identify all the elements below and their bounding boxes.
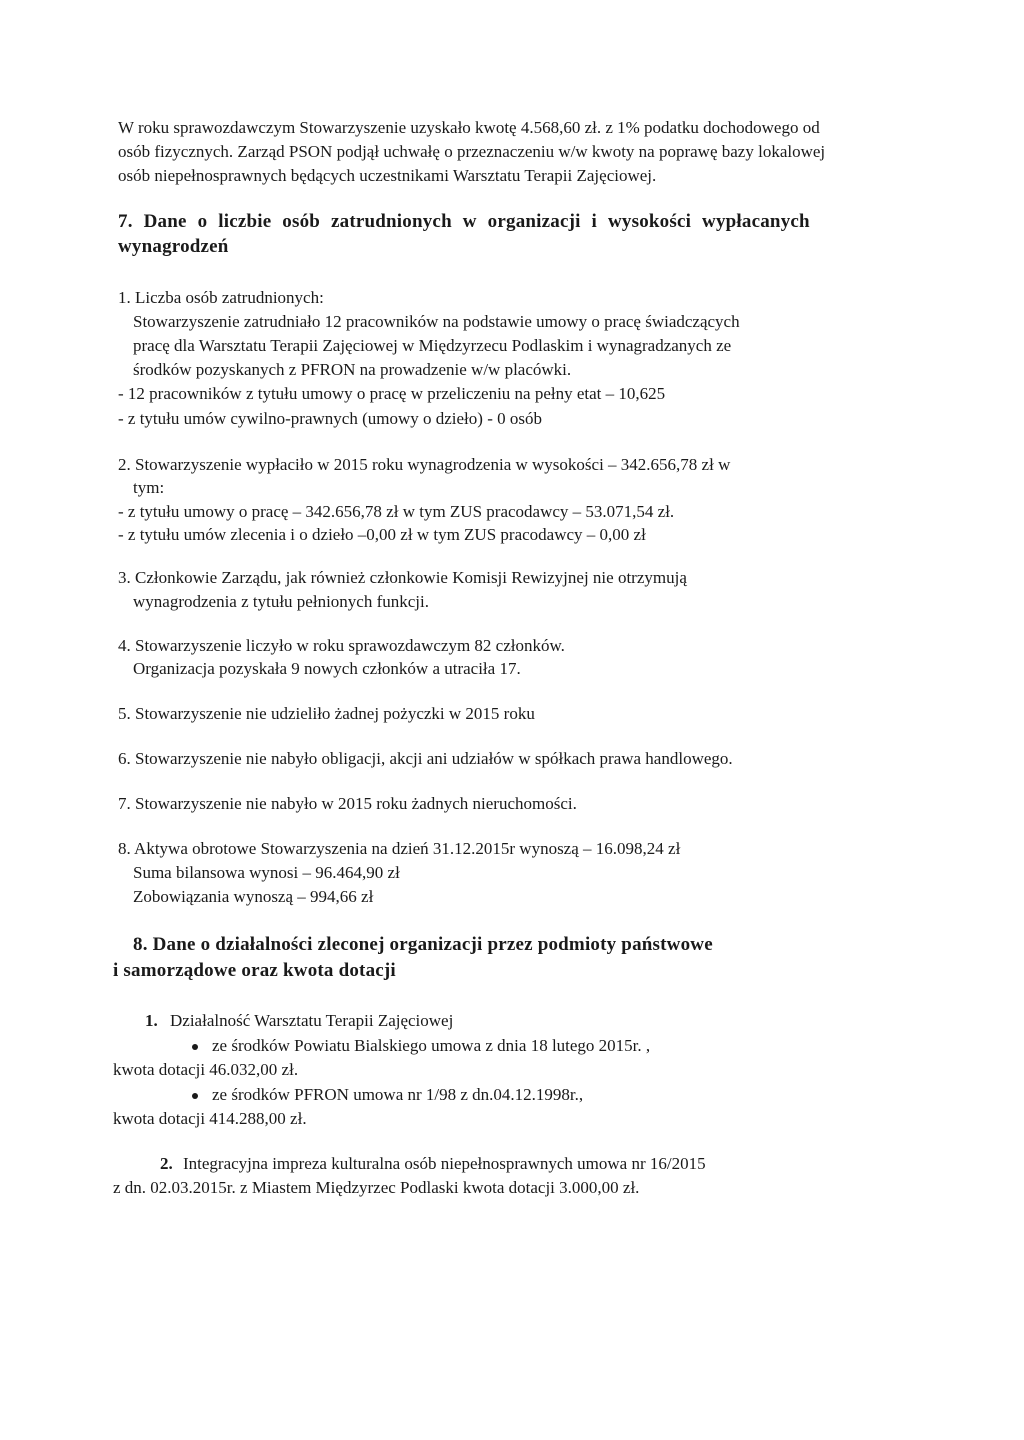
s7-item8-line-2: Suma bilansowa wynosi – 96.464,90 zł — [133, 863, 400, 882]
s7-item1-line-1: Stowarzyszenie zatrudniało 12 pracowników na podstawie umowy o pracę świadczących — [133, 312, 740, 331]
s7-item1-head: 1. Liczba osób zatrudnionych: — [118, 288, 324, 307]
intro-line-3: osób niepełnosprawnych będących uczestnikami Warsztatu Terapii Zajęciowej. — [118, 166, 657, 185]
s8-item1-bullet-2: ze środków PFRON umowa nr 1/98 z dn.04.12.1998r., — [212, 1085, 584, 1104]
bullet-1-icon — [192, 1044, 198, 1050]
s8-item2-line-1-wrap — [160, 1155, 706, 1172]
bullet-2-icon — [192, 1093, 198, 1099]
section-7-title-line-2: wynagrodzeń — [118, 236, 229, 257]
s7-item1-line-5: - z tytułu umów cywilno-prawnych (umowy o dzieło) - 0 osób — [118, 409, 542, 428]
s7-item2-line-2: tym: — [133, 478, 165, 497]
s7-item2-line-1: 2. Stowarzyszenie wypłaciło w 2015 roku wynagrodzenia w wysokości – 342.656,78 zł w — [118, 455, 731, 474]
section-8-heading — [133, 935, 713, 954]
s8-item2-line-1: Integracyjna impreza kulturalna osób niepełnosprawnych umowa nr 16/2015 — [183, 1154, 706, 1173]
s7-item4-line-2: Organizacja pozyskała 9 nowych członków a utraciła 17. — [133, 659, 521, 678]
intro-line-2: osób fizycznych. Zarząd PSON podjął uchwałę o przeznaczeniu w/w kwoty na poprawę bazy lokalowej — [118, 142, 826, 161]
s7-item2-line-3: - z tytułu umowy o pracę – 342.656,78 zł w tym ZUS pracodawcy – 53.071,54 zł. — [118, 502, 675, 521]
section-8-title-line-2: i samorządowe oraz kwota dotacji — [113, 960, 396, 981]
intro-line-1: W roku sprawozdawczym Stowarzyszenie uzyskało kwotę 4.568,60 zł. z 1% podatku dochodowego od — [118, 118, 820, 137]
s7-item8-line-1: 8. Aktywa obrotowe Stowarzyszenia na dzień 31.12.2015r wynoszą – 16.098,24 zł — [118, 839, 681, 858]
s7-item2-line-4: - z tytułu umów zlecenia i o dzieło –0,00 zł w tym ZUS pracodawcy – 0,00 zł — [118, 525, 646, 544]
s7-item4-line-1: 4. Stowarzyszenie liczyło w roku sprawozdawczym 82 członków. — [118, 636, 565, 655]
s7-item7: 7. Stowarzyszenie nie nabyło w 2015 roku żadnych nieruchomości. — [118, 794, 577, 813]
s8-item1-text: Działalność Warsztatu Terapii Zajęciowej — [170, 1011, 454, 1030]
section-8-number: 8. — [133, 934, 148, 955]
s8-item2-number: 2. — [160, 1154, 173, 1173]
section-7-number: 7. — [118, 211, 133, 232]
s8-item1 — [145, 1012, 453, 1029]
s8-item1-bullet-1: ze środków Powiatu Bialskiego umowa z dnia 18 lutego 2015r. , — [212, 1036, 651, 1055]
s7-item3-line-2: wynagrodzenia z tytułu pełnionych funkcji. — [133, 592, 429, 611]
s8-item1-bullet-2-amount: kwota dotacji 414.288,00 zł. — [113, 1109, 307, 1128]
s7-item6: 6. Stowarzyszenie nie nabyło obligacji, akcji ani udziałów w spółkach prawa handlowego. — [118, 749, 733, 768]
s8-item1-bullet-1-amount: kwota dotacji 46.032,00 zł. — [113, 1060, 299, 1079]
s8-item2-line-2: z dn. 02.03.2015r. z Miastem Międzyrzec Podlaski kwota dotacji 3.000,00 zł. — [113, 1178, 640, 1197]
s8-item1-number: 1. — [145, 1011, 158, 1030]
s7-item1-line-3: środków pozyskanych z PFRON na prowadzenie w/w placówki. — [133, 360, 572, 379]
section-7-heading — [118, 212, 810, 231]
s7-item3-line-1: 3. Członkowie Zarządu, jak również członkowie Komisji Rewizyjnej nie otrzymują — [118, 568, 687, 587]
s7-item5: 5. Stowarzyszenie nie udzieliło żadnej pożyczki w 2015 roku — [118, 704, 535, 723]
section-7-title-line-1: Dane o liczbie osób zatrudnionych w organizacji i wysokości wypłacanych — [143, 211, 810, 232]
s7-item1-line-4: - 12 pracowników z tytułu umowy o pracę w przeliczeniu na pełny etat – 10,625 — [118, 384, 666, 403]
s7-item8-line-3: Zobowiązania wynoszą – 994,66 zł — [133, 887, 374, 906]
s7-item1-line-2: pracę dla Warsztatu Terapii Zajęciowej w Międzyrzecu Podlaskim i wynagradzanych ze — [133, 336, 732, 355]
section-8-title-line-1: Dane o działalności zleconej organizacji przez podmioty państwowe — [152, 934, 713, 955]
